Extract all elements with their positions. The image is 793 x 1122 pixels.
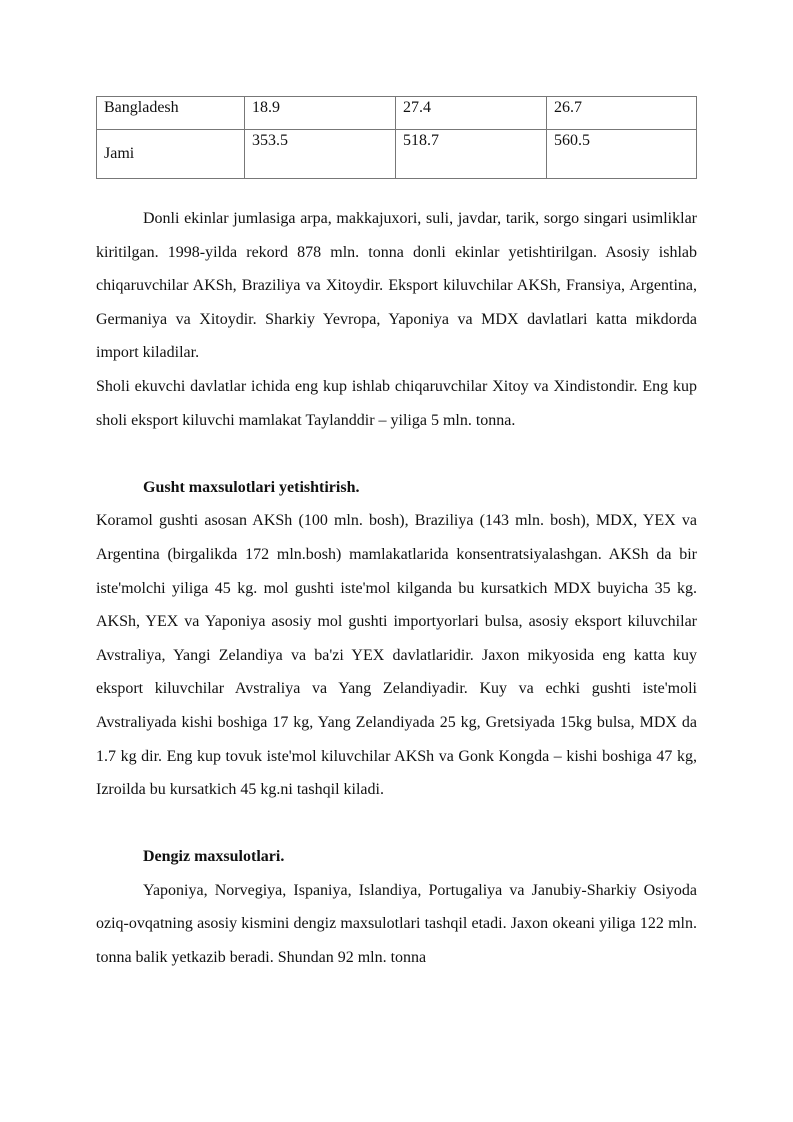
table-cell: Jami xyxy=(97,130,245,179)
paragraph-seafood: Yaponiya, Norvegiya, Ispaniya, Islandiya, Portugaliya va Janubiy-Sharkiy Osiyoda oziq-ovqatning asosiy kismini dengiz maxsulotlari tashqil etadi. Jaxon okeani yiliga 122 mln. tonna balik yetkazib beradi. Shundan 92 mln. tonna xyxy=(96,881,697,967)
paragraph-grain: Donli ekinlar jumlasiga arpa, makkajuxori, suli, javdar, tarik, sorgo singari usimliklar kiritilgan. 1998-yilda rekord 878 mln. tonna donli ekinlar yetishtirilgan. Asosiy ishlab chiqaruvchilar AKSh, Braziliya va Xitoydir. Eksport kiluvchilar AKSh, Fransiya, Argentina, Germaniya va Xitoydir. Sharkiy Yevropa, Yaponiya va MDX davlatlari katta mikdorda import kiladilar. xyxy=(96,210,697,362)
table-cell: 27.4 xyxy=(396,97,547,130)
production-table xyxy=(96,96,697,179)
table-cell: 18.9 xyxy=(245,97,396,130)
table-cell: 353.5 xyxy=(245,130,396,179)
table-cell: 518.7 xyxy=(396,130,547,179)
paragraph-rice: Sholi ekuvchi davlatlar ichida eng kup ishlab chiqaruvchilar Xitoy va Xindistondir. Eng kup sholi eksport kiluvchi mamlakat Taylanddir – yiliga 5 mln. tonna. xyxy=(96,377,697,429)
spacer xyxy=(96,807,697,841)
table-row xyxy=(97,130,697,179)
table-cell: 26.7 xyxy=(547,97,697,130)
table-row xyxy=(97,97,697,130)
paragraph-meat: Koramol gushti asosan AKSh (100 mln. bosh), Braziliya (143 mln. bosh), MDX, YEX va Argentina (birgalikda 172 mln.bosh) mamlakatlarida konsentratsiyalashgan. AKSh da bir iste'molchi yiliga 45 kg. mol gushti iste'mol kilganda bu kursatkich MDX buyicha 35 kg. AKSh, YEX va Yaponiya asosiy mol gushti importyorlari bulsa, asosiy eksport kiluvchilar Avstraliya, Yangi Zelandiya va ba'zi YEX davlatlaridir. Jaxon mikyosida eng katta kuy eksport kiluvchilar Avstraliya va Yang Zelandiyadir. Kuy va echki gushti iste'moli Avstraliyada kishi boshiga 17 kg, Yang Zelandiyada 25 kg, Gretsiyada 15kg bulsa, MDX da 1.7 kg dir. Eng kup tovuk iste'mol kiluvchilar AKSh va Gonk Kongda – kishi boshiga 47 kg, Izroilda bu kursatkich 45 kg.ni tashqil kiladi. xyxy=(96,512,697,799)
spacer xyxy=(96,437,697,471)
heading-meat: Gusht maxsulotlari yetishtirish. xyxy=(143,478,360,496)
heading-seafood: Dengiz maxsulotlari. xyxy=(143,848,285,866)
body-text xyxy=(96,202,697,975)
table-cell: Bangladesh xyxy=(97,97,245,130)
table-cell: 560.5 xyxy=(547,130,697,179)
